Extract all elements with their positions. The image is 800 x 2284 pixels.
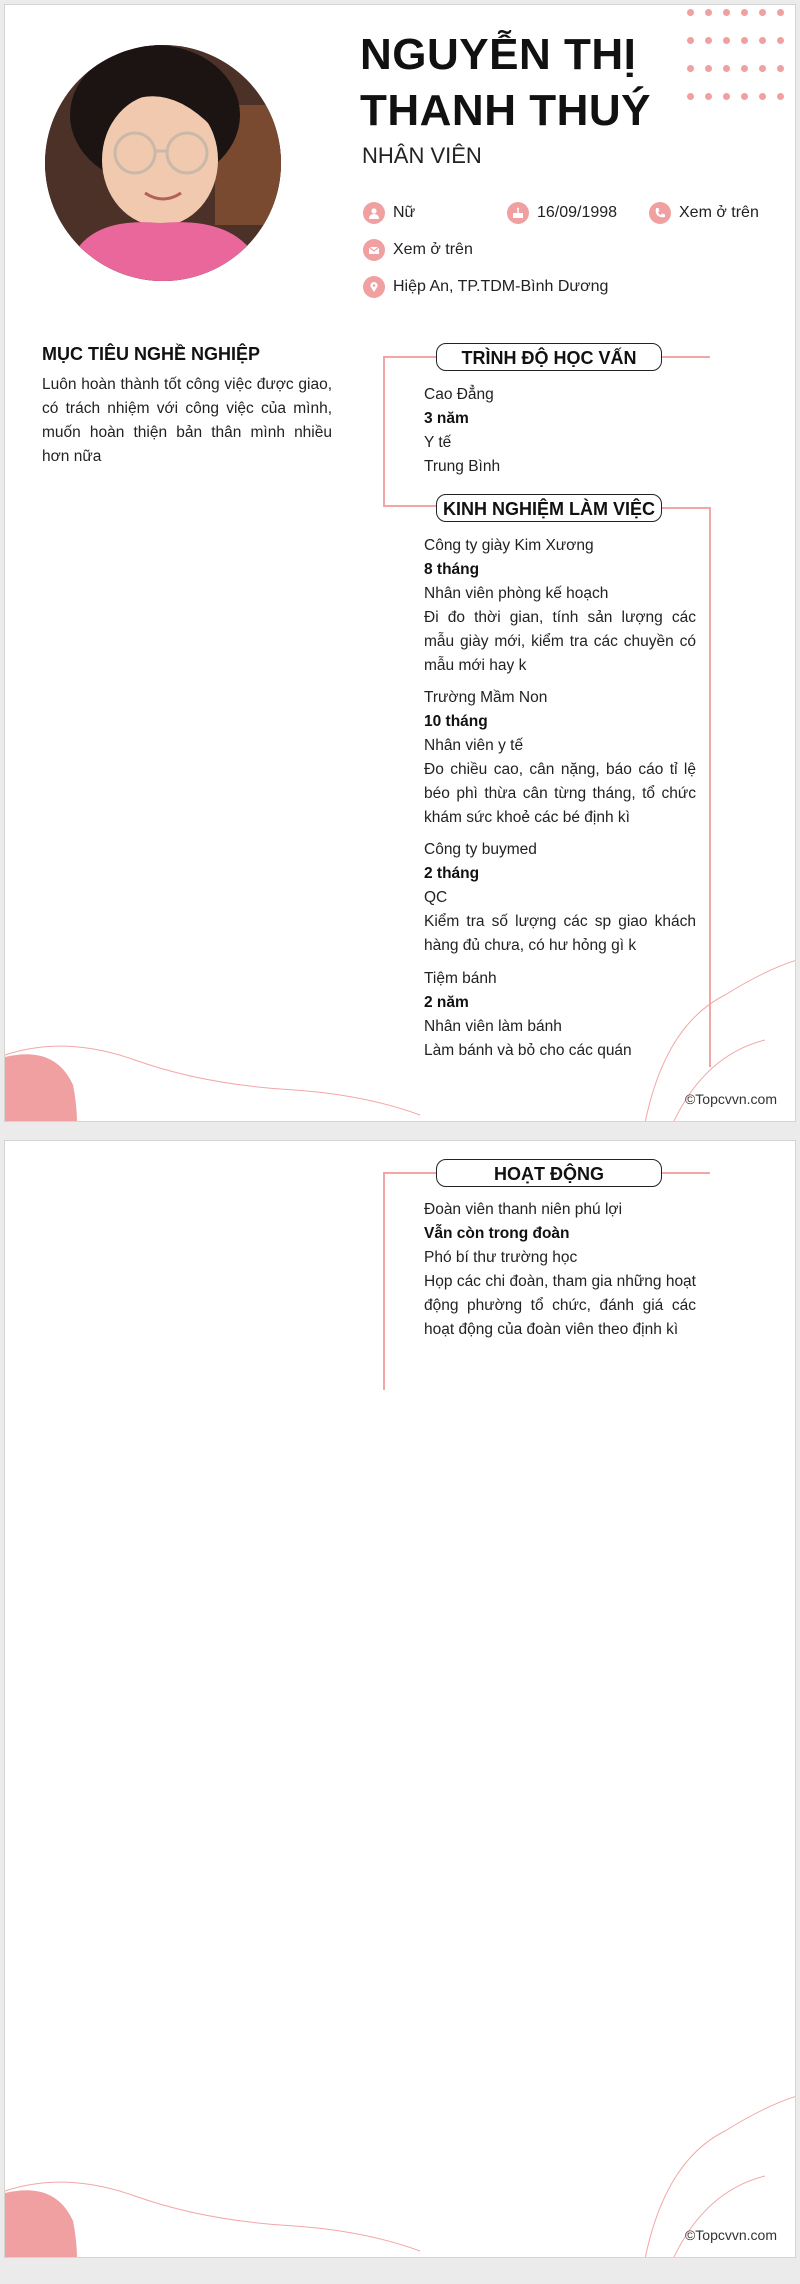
- experience-role: QC: [424, 889, 448, 906]
- experience-title: KINH NGHIỆM LÀM VIỆC: [436, 494, 662, 522]
- cv-page-1: [4, 4, 796, 1122]
- activities-entry: [424, 1198, 696, 1342]
- gender-value: Nữ: [393, 204, 416, 221]
- footer-watermark: ©Topcvvn.com: [684, 1091, 777, 1107]
- birthday-value: 16/09/1998: [537, 204, 618, 221]
- education-line-top: [383, 356, 438, 358]
- email-value[interactable]: Xem ở trên: [393, 241, 473, 258]
- objective-title: MỤC TIÊU NGHỀ NGHIỆP: [42, 344, 261, 364]
- decorative-dot: [759, 65, 766, 72]
- experience-description: Làm bánh và bỏ cho các quán: [424, 1042, 632, 1059]
- experience-entry-4: [424, 967, 696, 1063]
- education-duration: 3 năm: [424, 410, 469, 427]
- email-row: [363, 239, 473, 261]
- cv-page-2: [4, 1140, 796, 2258]
- location-icon: [363, 276, 385, 298]
- experience-duration: 2 năm: [424, 994, 469, 1011]
- avatar: [45, 45, 281, 281]
- experience-role: Nhân viên làm bánh: [424, 1018, 562, 1035]
- experience-line-top: [662, 507, 710, 509]
- decorative-dot: [705, 65, 712, 72]
- job-position: NHÂN VIÊN: [362, 143, 482, 168]
- decorative-dot: [723, 65, 730, 72]
- experience-duration: 2 tháng: [424, 865, 480, 882]
- experience-entry-1: [424, 534, 696, 678]
- decorative-dot: [705, 93, 712, 100]
- experience-company: Công ty buymed: [424, 841, 537, 858]
- phone-icon: [649, 202, 671, 224]
- decorative-dot: [741, 65, 748, 72]
- address-row: [363, 276, 608, 298]
- experience-entry-2: [424, 686, 696, 830]
- activities-title: HOẠT ĐỘNG: [436, 1159, 662, 1187]
- decorative-dot: [741, 9, 748, 16]
- decorative-dot: [759, 9, 766, 16]
- experience-entry-3: [424, 838, 696, 958]
- experience-line-right: [709, 507, 711, 1067]
- experience-company: Trường Mầm Non: [424, 689, 548, 706]
- education-major: Y tế: [424, 434, 452, 451]
- name-line-2: THANH THUÝ: [360, 86, 651, 135]
- education-grade: Trung Bình: [424, 458, 501, 475]
- activities-line-left: [383, 1172, 385, 1390]
- education-entry: [424, 383, 696, 479]
- experience-description: Kiểm tra số lượng các sp giao khách hàng đủ chưa, có hư hỏng gì k: [424, 913, 696, 954]
- experience-duration: 10 tháng: [424, 713, 488, 730]
- phone-row: [649, 202, 759, 224]
- decorative-dot: [687, 37, 694, 44]
- decorative-dot: [777, 93, 784, 100]
- decorative-dot: [777, 65, 784, 72]
- education-school: Cao Đẳng: [424, 386, 494, 403]
- candidate-name: [360, 27, 651, 139]
- objective-text: Luôn hoàn thành tốt công việc được giao, có trách nhiệm với công việc của mình, muốn hoàn thiện bản thân mình nhiều hơn nữa: [42, 376, 332, 465]
- experience-description: Đo chiều cao, cân nặng, báo cáo tỉ lệ béo phì thừa cân từng tháng, tổ chức khám sức khoẻ các bé định kì: [424, 761, 696, 826]
- decorative-dot: [759, 37, 766, 44]
- education-title: TRÌNH ĐỘ HỌC VẤN: [436, 343, 662, 371]
- experience-company: Tiệm bánh: [424, 970, 497, 987]
- activities-line-top: [383, 1172, 438, 1174]
- experience-role: Nhân viên y tế: [424, 737, 524, 754]
- decorative-dot: [687, 93, 694, 100]
- mail-icon: [363, 239, 385, 261]
- experience-duration: 8 tháng: [424, 561, 480, 578]
- activities-duration: Vẫn còn trong đoàn: [424, 1225, 570, 1242]
- decorative-dot: [777, 37, 784, 44]
- activities-org: Đoàn viên thanh niên phú lợi: [424, 1201, 623, 1218]
- cake-icon: [507, 202, 529, 224]
- education-line-left: [383, 356, 385, 506]
- birthday-row: [507, 202, 617, 224]
- experience-role: Nhân viên phòng kế hoạch: [424, 585, 609, 602]
- decorative-dot: [705, 37, 712, 44]
- decorative-dot: [705, 9, 712, 16]
- decorative-dot: [687, 9, 694, 16]
- footer-watermark: ©Topcvvn.com: [684, 2227, 777, 2243]
- user-icon: [363, 202, 385, 224]
- decorative-dot: [723, 93, 730, 100]
- decorative-dot: [741, 93, 748, 100]
- decorative-dot: [723, 9, 730, 16]
- education-line-right: [662, 356, 710, 358]
- activities-description: Họp các chi đoàn, tham gia những hoạt động phường tổ chức, đánh giá các hoạt động của đoàn viên theo định kì: [424, 1273, 696, 1338]
- experience-description: Đi đo thời gian, tính sản lượng các mẫu giày mới, kiểm tra các chuyền có mẫu mới hay k: [424, 609, 696, 674]
- experience-company: Công ty giày Kim Xương: [424, 537, 594, 554]
- activities-role: Phó bí thư trường học: [424, 1249, 578, 1266]
- decorative-dot: [777, 9, 784, 16]
- decorative-dot: [723, 37, 730, 44]
- phone-value[interactable]: Xem ở trên: [679, 204, 759, 221]
- education-line-bottom: [383, 505, 438, 507]
- decorative-dot: [687, 65, 694, 72]
- activities-line-right: [662, 1172, 710, 1174]
- decorative-dot: [759, 93, 766, 100]
- address-value: Hiệp An, TP.TDM-Bình Dương: [393, 278, 609, 295]
- name-line-1: NGUYỄN THỊ: [360, 30, 637, 79]
- decorative-dot: [741, 37, 748, 44]
- gender-row: [363, 202, 415, 224]
